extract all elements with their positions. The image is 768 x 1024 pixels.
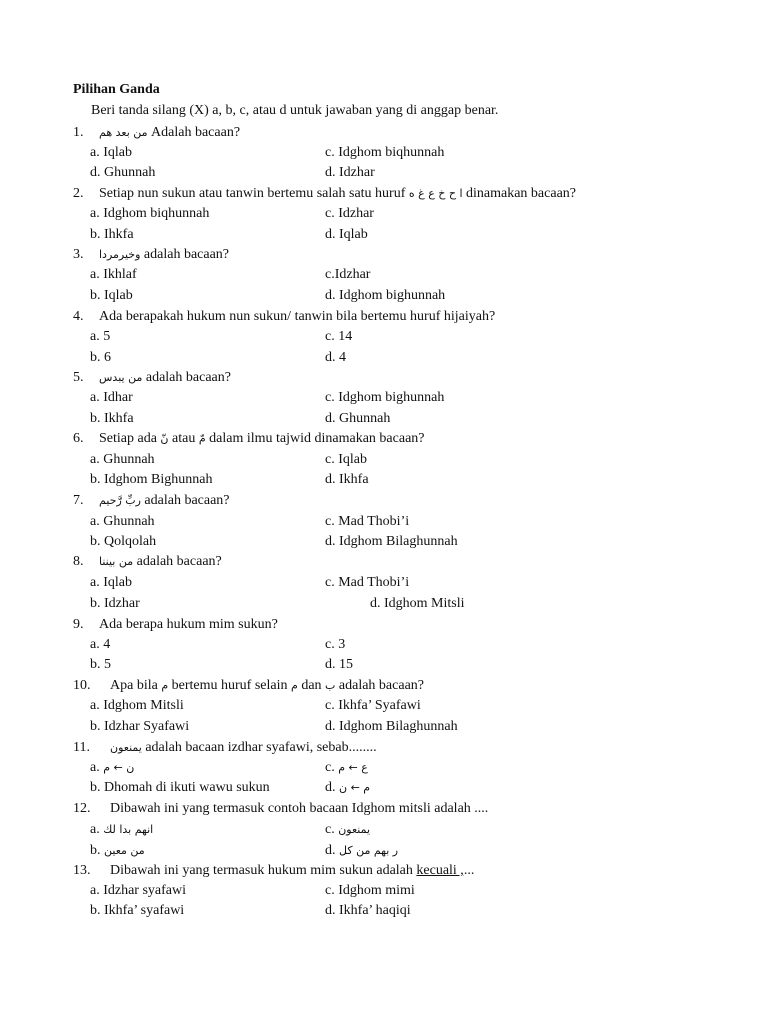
option-a[interactable]: a. Idghom Mitsli bbox=[90, 698, 184, 713]
option-c[interactable]: c.Idzhar bbox=[325, 267, 371, 282]
question-1 bbox=[0, 123, 768, 143]
option-c[interactable]: c. Idghom mimi bbox=[325, 883, 415, 898]
option-a[interactable]: a. ن ← م bbox=[90, 760, 135, 775]
question-text: Setiap nun sukun atau tanwin bertemu salah satu huruf ا ح خ ع غ ه dinamakan bacaan? bbox=[99, 186, 577, 201]
options-row bbox=[0, 841, 768, 861]
options-row bbox=[0, 286, 768, 306]
options-row bbox=[0, 470, 768, 490]
option-d[interactable]: d. Ikhfa bbox=[325, 472, 369, 487]
question-number: 7. bbox=[73, 493, 84, 508]
arabic-text: م bbox=[291, 679, 298, 692]
option-c[interactable]: c. Idghom bighunnah bbox=[325, 390, 445, 405]
option-d[interactable]: d. Idghom Bilaghunnah bbox=[325, 534, 458, 549]
question-2 bbox=[0, 184, 768, 204]
option-b[interactable]: b. Ihkfa bbox=[90, 227, 134, 242]
arabic-text: من معين bbox=[104, 844, 145, 857]
arabic-text: ع ← م bbox=[338, 761, 368, 774]
option-c[interactable]: c. Ikhfa’ Syafawi bbox=[325, 698, 421, 713]
arabic-text: ن ← م bbox=[103, 761, 135, 774]
options-row bbox=[0, 348, 768, 368]
question-text: Setiap ada نّ atau مّ dalam ilmu tajwid dinamakan bacaan? bbox=[99, 431, 425, 446]
option-a[interactable]: a. Idzhar syafawi bbox=[90, 883, 187, 898]
options-row bbox=[0, 881, 768, 901]
question-text: ربِّ رَّحيم adalah bacaan? bbox=[99, 493, 230, 508]
option-b[interactable]: b. 5 bbox=[90, 657, 111, 672]
option-b[interactable]: b. Idzhar Syafawi bbox=[90, 719, 190, 734]
option-b[interactable]: b. Ikhfa’ syafawi bbox=[90, 903, 185, 918]
options-row bbox=[0, 717, 768, 737]
question-9 bbox=[0, 615, 768, 635]
option-d[interactable]: d. Ikhfa’ haqiqi bbox=[325, 903, 411, 918]
options-row bbox=[0, 532, 768, 552]
option-d[interactable]: d. Iqlab bbox=[325, 227, 368, 242]
option-a[interactable]: a. انهم بدا لك bbox=[90, 822, 154, 837]
arabic-text: ب bbox=[325, 679, 336, 692]
option-d[interactable]: d. Idghom Bilaghunnah bbox=[325, 719, 458, 734]
option-b[interactable]: b. Dhomah di ikuti wawu sukun bbox=[90, 780, 270, 795]
option-d[interactable]: d. Idzhar bbox=[325, 165, 375, 180]
question-number: 1. bbox=[73, 125, 84, 140]
options-row bbox=[0, 512, 768, 532]
options-row bbox=[0, 594, 768, 614]
option-b[interactable]: b. Ikhfa bbox=[90, 411, 134, 426]
option-d[interactable]: d. Ghunnah bbox=[325, 411, 391, 426]
section-title: Pilihan Ganda bbox=[73, 82, 160, 97]
arabic-text: م ← ن bbox=[339, 781, 371, 794]
option-a[interactable]: a. Idhar bbox=[90, 390, 133, 405]
arabic-text: يمنعون bbox=[338, 823, 371, 836]
arabic-text: وخيرمردا bbox=[99, 248, 141, 261]
option-c[interactable]: c. Idzhar bbox=[325, 206, 374, 221]
options-row bbox=[0, 820, 768, 840]
question-text: يمنعون adalah bacaan izdhar syafawi, sebab........ bbox=[110, 740, 377, 755]
question-number: 3. bbox=[73, 247, 84, 262]
question-6 bbox=[0, 429, 768, 449]
option-c[interactable]: c. Idghom biqhunnah bbox=[325, 145, 445, 160]
arabic-text: ربِّ رَّحيم bbox=[99, 494, 141, 507]
question-12 bbox=[0, 799, 768, 819]
option-b[interactable]: b. Idzhar bbox=[90, 596, 140, 611]
option-c[interactable]: c. يمنعون bbox=[325, 822, 371, 837]
options-row bbox=[0, 901, 768, 921]
instruction-text: Beri tanda silang (X) a, b, c, atau d untuk jawaban yang di anggap benar. bbox=[91, 103, 499, 118]
option-d[interactable]: d. م ← ن bbox=[325, 780, 371, 795]
option-a[interactable]: a. Ghunnah bbox=[90, 514, 155, 529]
options-row bbox=[0, 225, 768, 245]
options-row bbox=[0, 204, 768, 224]
option-c[interactable]: c. ع ← م bbox=[325, 760, 368, 775]
options-row bbox=[0, 635, 768, 655]
option-a[interactable]: a. 5 bbox=[90, 329, 111, 344]
question-10 bbox=[0, 676, 768, 696]
underlined-keyword: kecuali , bbox=[416, 863, 464, 878]
arabic-text: يمنعون bbox=[110, 741, 142, 754]
option-b[interactable]: b. Idghom Bighunnah bbox=[90, 472, 213, 487]
options-row bbox=[0, 450, 768, 470]
question-number: 2. bbox=[73, 186, 84, 201]
option-b[interactable]: b. Iqlab bbox=[90, 288, 133, 303]
question-13 bbox=[0, 861, 768, 881]
question-8 bbox=[0, 552, 768, 572]
arabic-text: نّ bbox=[160, 432, 169, 445]
question-number: 12. bbox=[73, 801, 91, 816]
arabic-text: مّ bbox=[198, 432, 206, 445]
question-number: 6. bbox=[73, 431, 84, 446]
arabic-text: م bbox=[161, 679, 169, 692]
arabic-text: انهم بدا لك bbox=[103, 823, 154, 836]
question-5 bbox=[0, 368, 768, 388]
options-row bbox=[0, 388, 768, 408]
question-number: 10. bbox=[73, 678, 91, 693]
arabic-text: ا ح خ ع غ ه bbox=[408, 187, 463, 200]
option-b[interactable]: b. Qolqolah bbox=[90, 534, 157, 549]
option-b[interactable]: b. من معين bbox=[90, 843, 145, 858]
arabic-text: من بعد هم bbox=[99, 126, 148, 139]
question-text: وخيرمردا adalah bacaan? bbox=[99, 247, 230, 262]
option-d[interactable]: d. ر بهم من كل bbox=[325, 843, 399, 858]
question-number: 5. bbox=[73, 370, 84, 385]
options-row bbox=[0, 143, 768, 163]
question-number: 8. bbox=[73, 554, 84, 569]
option-d[interactable]: d. Idghom bighunnah bbox=[325, 288, 446, 303]
options-row bbox=[0, 655, 768, 675]
option-a[interactable]: a. Iqlab bbox=[90, 145, 132, 160]
option-a[interactable]: a. Ghunnah bbox=[90, 452, 155, 467]
options-row bbox=[0, 573, 768, 593]
option-c[interactable]: c. Mad Thobi’i bbox=[325, 514, 410, 529]
question-text: من يبدس adalah bacaan? bbox=[99, 370, 231, 385]
question-text: Dibawah ini yang termasuk hukum mim sukun adalah kecuali ,... bbox=[110, 863, 475, 878]
options-row bbox=[0, 696, 768, 716]
arabic-text: من بيننا bbox=[99, 555, 134, 568]
option-c[interactable]: c. 14 bbox=[325, 329, 353, 344]
option-d[interactable]: d. 15 bbox=[325, 657, 353, 672]
question-text: Ada berapa hukum mim sukun? bbox=[99, 617, 278, 632]
question-7 bbox=[0, 491, 768, 511]
question-4 bbox=[0, 307, 768, 327]
options-row bbox=[0, 758, 768, 778]
option-d[interactable]: d. Idghom Mitsli bbox=[370, 596, 465, 611]
option-a[interactable]: a. Idghom biqhunnah bbox=[90, 206, 210, 221]
options-row bbox=[0, 778, 768, 798]
option-d[interactable]: d. 4 bbox=[325, 350, 346, 365]
option-c[interactable]: c. Mad Thobi’i bbox=[325, 575, 410, 590]
options-row bbox=[0, 265, 768, 285]
question-text: Dibawah ini yang termasuk contoh bacaan Idghom mitsli adalah .... bbox=[110, 801, 489, 816]
option-c[interactable]: c. 3 bbox=[325, 637, 346, 652]
option-b[interactable]: d. Ghunnah bbox=[90, 165, 156, 180]
question-number: 4. bbox=[73, 309, 84, 324]
options-row bbox=[0, 327, 768, 347]
question-number: 9. bbox=[73, 617, 84, 632]
arabic-text: ر بهم من كل bbox=[339, 844, 399, 857]
options-row bbox=[0, 409, 768, 429]
question-text: Ada berapakah hukum nun sukun/ tanwin bila bertemu huruf hijaiyah? bbox=[99, 309, 496, 324]
options-row bbox=[0, 163, 768, 183]
question-text: من بيننا adalah bacaan? bbox=[99, 554, 222, 569]
question-3 bbox=[0, 245, 768, 265]
option-a[interactable]: a. 4 bbox=[90, 637, 111, 652]
option-a[interactable]: a. Iqlab bbox=[90, 575, 132, 590]
option-b[interactable]: b. 6 bbox=[90, 350, 111, 365]
question-text: من بعد هم Adalah bacaan? bbox=[99, 125, 241, 140]
option-a[interactable]: a. Ikhlaf bbox=[90, 267, 137, 282]
question-number: 11. bbox=[73, 740, 90, 755]
option-c[interactable]: c. Iqlab bbox=[325, 452, 367, 467]
arabic-text: من يبدس bbox=[99, 371, 143, 384]
question-number: 13. bbox=[73, 863, 91, 878]
question-text: Apa bila م bertemu huruf selain م dan ب adalah bacaan? bbox=[110, 678, 424, 693]
question-11 bbox=[0, 738, 768, 758]
